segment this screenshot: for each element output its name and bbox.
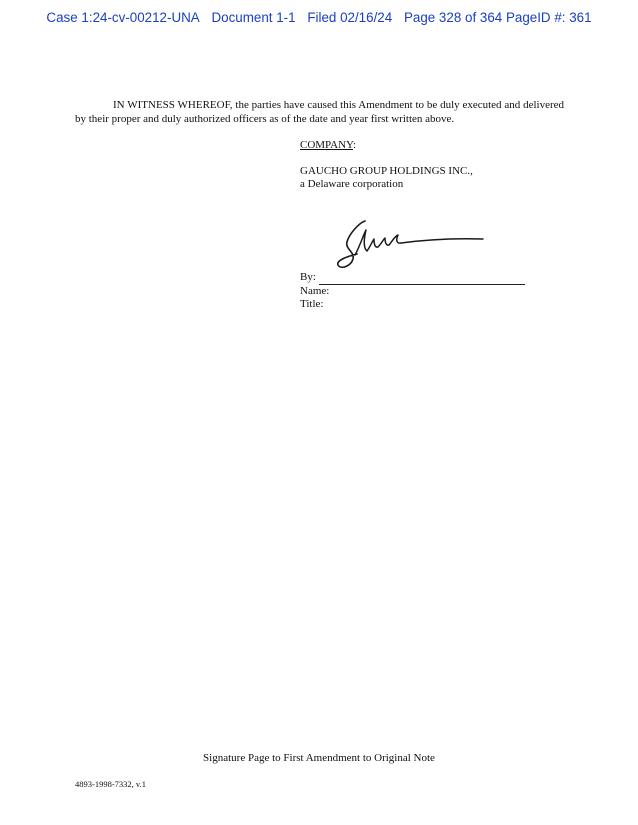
company-description: a Delaware corporation: [300, 178, 404, 190]
by-label: By:: [300, 271, 316, 283]
document-number: Document 1-1: [211, 10, 296, 25]
signatory-fields: [300, 271, 540, 312]
signature-line: [319, 273, 525, 285]
signature-block: [300, 139, 560, 192]
page-id: Page 328 of 364 PageID #: 361: [403, 10, 592, 25]
handwritten-signature: [333, 218, 493, 274]
case-number: Case 1:24-cv-00212-UNA: [46, 10, 200, 25]
filed-date: Filed 02/16/24: [307, 10, 393, 25]
by-row: [300, 271, 540, 285]
court-filing-header: [0, 10, 638, 25]
document-id: 4893-1998-7332, v.1: [75, 779, 146, 789]
company-heading: [300, 139, 560, 153]
title-label: Title:: [300, 298, 324, 310]
company-name: GAUCHO GROUP HOLDINGS INC.,: [300, 164, 473, 177]
witness-paragraph: IN WITNESS WHEREOF, the parties have caused this Amendment to be duly executed and delivered by their proper and duly authorized officers as of the date and year first written above.: [75, 99, 564, 125]
name-label: Name:: [300, 284, 330, 297]
company-label-colon: :: [353, 139, 357, 151]
signature-page-title: Signature Page to First Amendment to Original Note: [203, 752, 435, 764]
company-label: COMPANY: [300, 139, 353, 151]
